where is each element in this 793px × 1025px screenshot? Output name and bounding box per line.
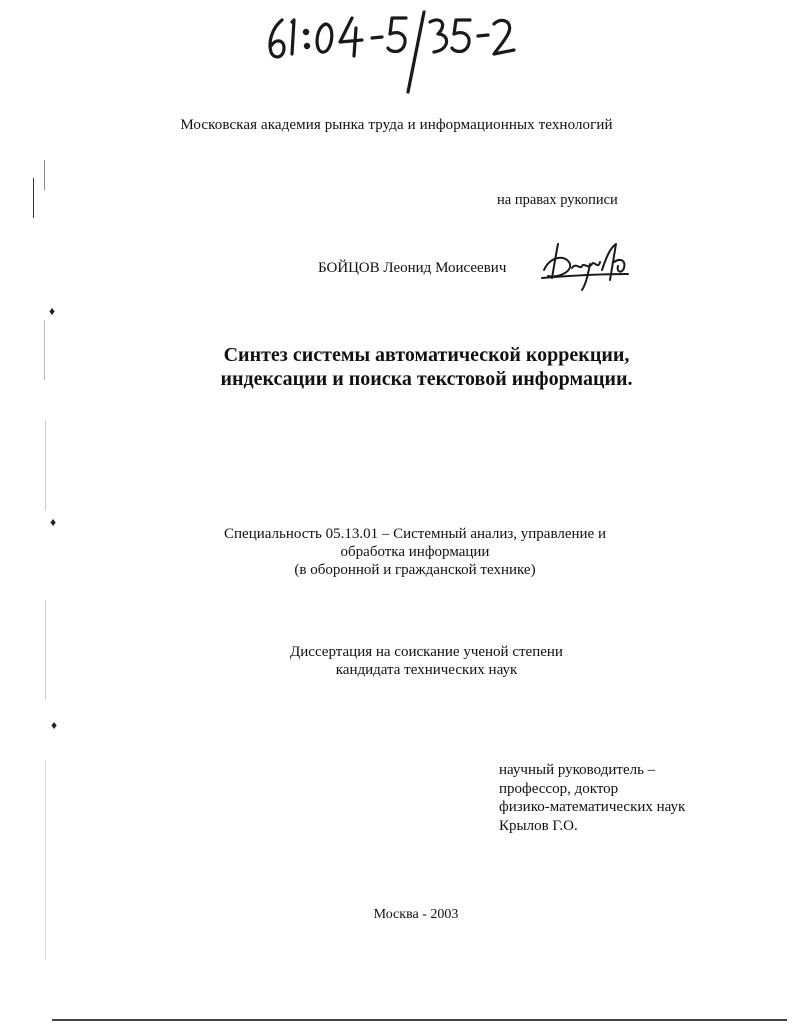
supervisor-block	[499, 761, 685, 835]
degree-line: кандидата технических наук	[335, 662, 518, 678]
supervisor-line: физико-математических наук	[499, 799, 686, 815]
margin-scan-line	[44, 160, 45, 190]
supervisor-line: профессор, доктор	[499, 780, 619, 797]
author-signature	[536, 240, 636, 292]
degree-block	[0, 643, 793, 679]
city-year: Москва - 2003	[373, 907, 459, 922]
bottom-scan-border	[52, 1019, 787, 1021]
handwritten-archive-code	[262, 6, 522, 98]
dissertation-title	[0, 343, 793, 391]
rights-note: на правах рукописи	[497, 192, 618, 208]
margin-bullet-icon: ♦	[50, 515, 57, 529]
margin-scan-line	[45, 760, 46, 960]
specialty-line: (в оборонной и гражданской технике)	[294, 562, 536, 578]
margin-scan-line	[44, 320, 45, 380]
title-line: индексации и поиска текстовой информации.	[220, 368, 633, 390]
margin-bullet-icon: ♦	[49, 304, 56, 318]
margin-scan-line	[33, 178, 34, 218]
margin-scan-line	[45, 600, 46, 700]
margin-bullet-icon: ♦	[51, 718, 58, 732]
supervisor-line: Крылов Г.О.	[499, 817, 578, 834]
specialty-line: обработка информации	[340, 544, 490, 560]
specialty-line: Специальность 05.13.01 – Системный анализ, управление и	[224, 526, 606, 542]
supervisor-line: научный руководитель –	[499, 762, 656, 778]
margin-scan-line	[45, 420, 46, 510]
title-line: Синтез системы автоматической коррекции,	[223, 344, 630, 366]
institution-name: Московская академия рынка труда и информационных технологий	[180, 117, 613, 133]
specialty-block	[0, 525, 793, 579]
degree-line: Диссертация на соискание ученой степени	[290, 644, 563, 660]
author-name: БОЙЦОВ Леонид Моисеевич	[318, 260, 507, 276]
